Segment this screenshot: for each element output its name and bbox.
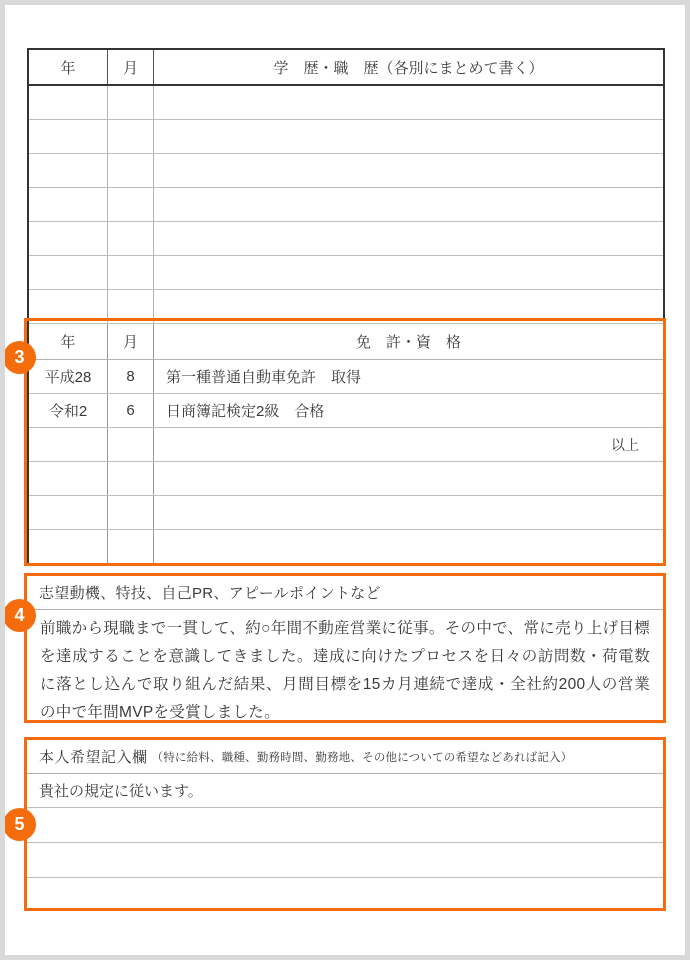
license-row-ijo [29, 428, 663, 462]
education-empty-row [29, 222, 663, 256]
month-cell [108, 86, 154, 119]
education-history-header-row [29, 50, 663, 86]
request-empty-row [27, 843, 663, 878]
license-year: 令和2 [29, 394, 108, 427]
education-empty-row [29, 290, 663, 324]
license-empty-row [29, 530, 663, 564]
history-license-table [27, 48, 665, 566]
education-month-column-header: 月 [108, 50, 154, 84]
entry-cell [154, 120, 663, 153]
license-row [29, 360, 663, 394]
request-section-box [24, 737, 666, 911]
education-empty-row [29, 188, 663, 222]
education-history-title: 学 歴・職 歴（各別にまとめて書く） [273, 59, 544, 77]
entry-cell [154, 188, 663, 221]
year-cell [29, 530, 108, 564]
month-cell [108, 290, 154, 323]
year-cell [29, 188, 108, 221]
ijo-end-marker: 以上 [611, 436, 639, 453]
license-row [29, 394, 663, 428]
entry-cell [154, 530, 663, 564]
year-cell [29, 496, 108, 529]
entry-cell [154, 256, 663, 289]
month-cell [108, 222, 154, 255]
year-cell [29, 154, 108, 187]
education-empty-row [29, 256, 663, 290]
month-cell [108, 496, 154, 529]
month-cell [108, 120, 154, 153]
month-cell [108, 462, 154, 495]
license-month: 8 [108, 360, 154, 393]
license-empty-row [29, 462, 663, 496]
education-empty-row [29, 154, 663, 188]
year-cell [29, 86, 108, 119]
request-section-body: 貴社の規定に従います。 [27, 774, 663, 808]
year-cell [29, 290, 108, 323]
license-text: 日商簿記検定2級 合格 [166, 403, 325, 420]
license-text: 第一種普通自動車免許 取得 [166, 369, 362, 386]
month-cell [108, 530, 154, 564]
pr-section-header: 志望動機、特技、自己PR、アピールポイントなど [27, 576, 663, 610]
year-cell [29, 256, 108, 289]
license-month-column-header: 月 [108, 324, 154, 359]
pr-section-body: 前職から現職まで一貫して、約○年間不動産営業に従事。その中で、常に売り上げ目標を達成することを意識してきました。達成に向けたプロセスを日々の訪問数・荷電数に落とし込んで取り組んだ結果、月間目標を15カ月連続で達成・全社約200人の営業の中で年間MVPを受賞しました。 [40, 620, 650, 721]
entry-cell [154, 222, 663, 255]
year-cell [29, 222, 108, 255]
license-year: 平成28 [29, 360, 108, 393]
annotation-badge-4: 4 [3, 599, 36, 632]
month-cell [108, 188, 154, 221]
education-year-column-header: 年 [29, 50, 108, 84]
license-section-title: 免 許・資 格 [355, 334, 461, 351]
year-cell [29, 462, 108, 495]
entry-cell [154, 496, 663, 529]
license-month: 6 [108, 394, 154, 427]
request-section-title: 本人希望記入欄 [39, 749, 148, 766]
request-empty-row [27, 808, 663, 843]
license-header-row [29, 324, 663, 360]
request-section-note: （特に給料、職種、勤務時間、勤務地、その他についての希望などあれば記入） [151, 751, 573, 764]
annotation-badge-3: 3 [3, 341, 36, 374]
entry-cell [154, 290, 663, 323]
license-year [29, 428, 108, 461]
year-cell [29, 120, 108, 153]
entry-cell [154, 86, 663, 119]
education-empty-row [29, 120, 663, 154]
entry-cell [154, 462, 663, 495]
entry-cell [154, 154, 663, 187]
annotation-badge-5: 5 [3, 808, 36, 841]
license-month [108, 428, 154, 461]
license-empty-row [29, 496, 663, 530]
request-section-header [27, 740, 663, 774]
pr-section-box [24, 573, 666, 723]
month-cell [108, 154, 154, 187]
education-empty-row [29, 86, 663, 120]
license-year-column-header: 年 [29, 324, 108, 359]
request-empty-row [27, 878, 663, 908]
month-cell [108, 256, 154, 289]
